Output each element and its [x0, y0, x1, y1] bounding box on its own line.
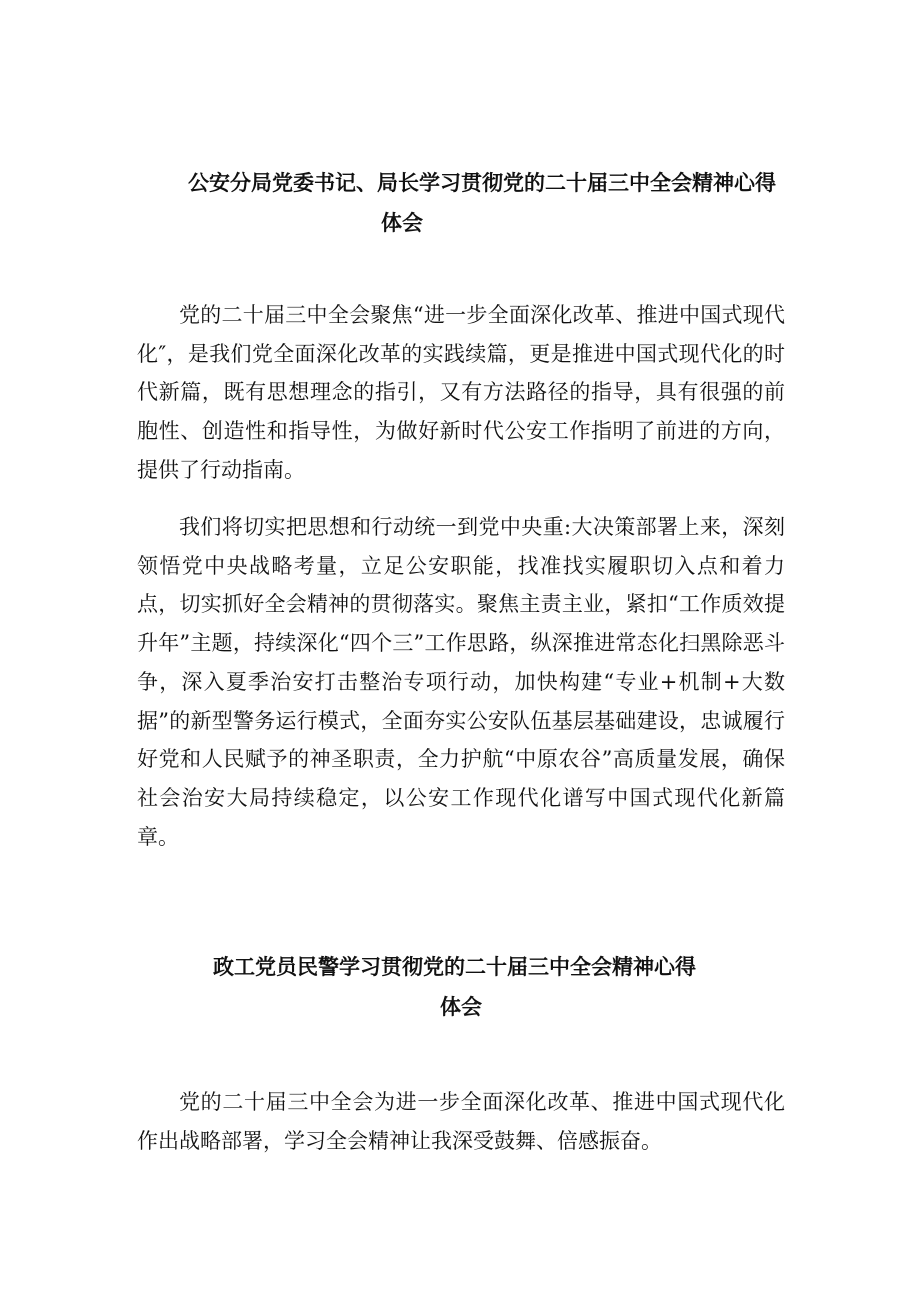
article-title-2: [213, 947, 696, 1027]
article-title-2-line-1: 政工党员民警学习贯彻党的二十届三中全会精神心得: [213, 955, 696, 979]
article-title-1: [188, 163, 776, 243]
article-title-2-line-2: 体会: [440, 995, 482, 1019]
article-2-paragraph-1: 党的二十届三中全会为进一步全面深化改革、推进中国式现代化作出战略部署，学习全会精神让我深受鼓舞、倍感振奋。: [137, 1090, 785, 1153]
article-title-1-line-1: 公安分局党委书记、局长学习贯彻党的二十届三中全会精神心得: [188, 171, 776, 195]
article-title-1-line-2: 体会: [381, 211, 423, 235]
article-1-paragraph-1: 党的二十届三中全会聚焦“进一步全面深化改革、推进中国式现代化″，是我们党全面深化改革的实践续篇，更是推进中国式现代化的时代新篇，既有思想理念的指引，又有方法路径的指导，具有很强的前胞性、创造性和指导性，为做好新时代公安工作指明了前进的方向，提供了行动指南。: [137, 303, 785, 482]
article-1-paragraph-2: 我们将切实把思想和行动统一到党中央重:大决策部署上来，深刻领悟党中央战略考量，立足公安职能，找准找实履职切入点和着力点，切实抓好全会精神的贯彻落实。聚焦主责主业，紧扣“工作质效提升年”主题，持续深化“四个三”工作思路，纵深推进常态化扫黑除恶斗争，深入夏季治安打击整治专项行动，加快构建“专业+机制+大数据”的新型警务运行模式，全面夯实公安队伍基层基础建设，忠诚履行好党和人民赋予的神圣职责，全力护航“中原农谷”高质量发展，确保社会治安大局持续稳定，以公安工作现代化谱写中国式现代化新篇章。: [137, 515, 785, 849]
